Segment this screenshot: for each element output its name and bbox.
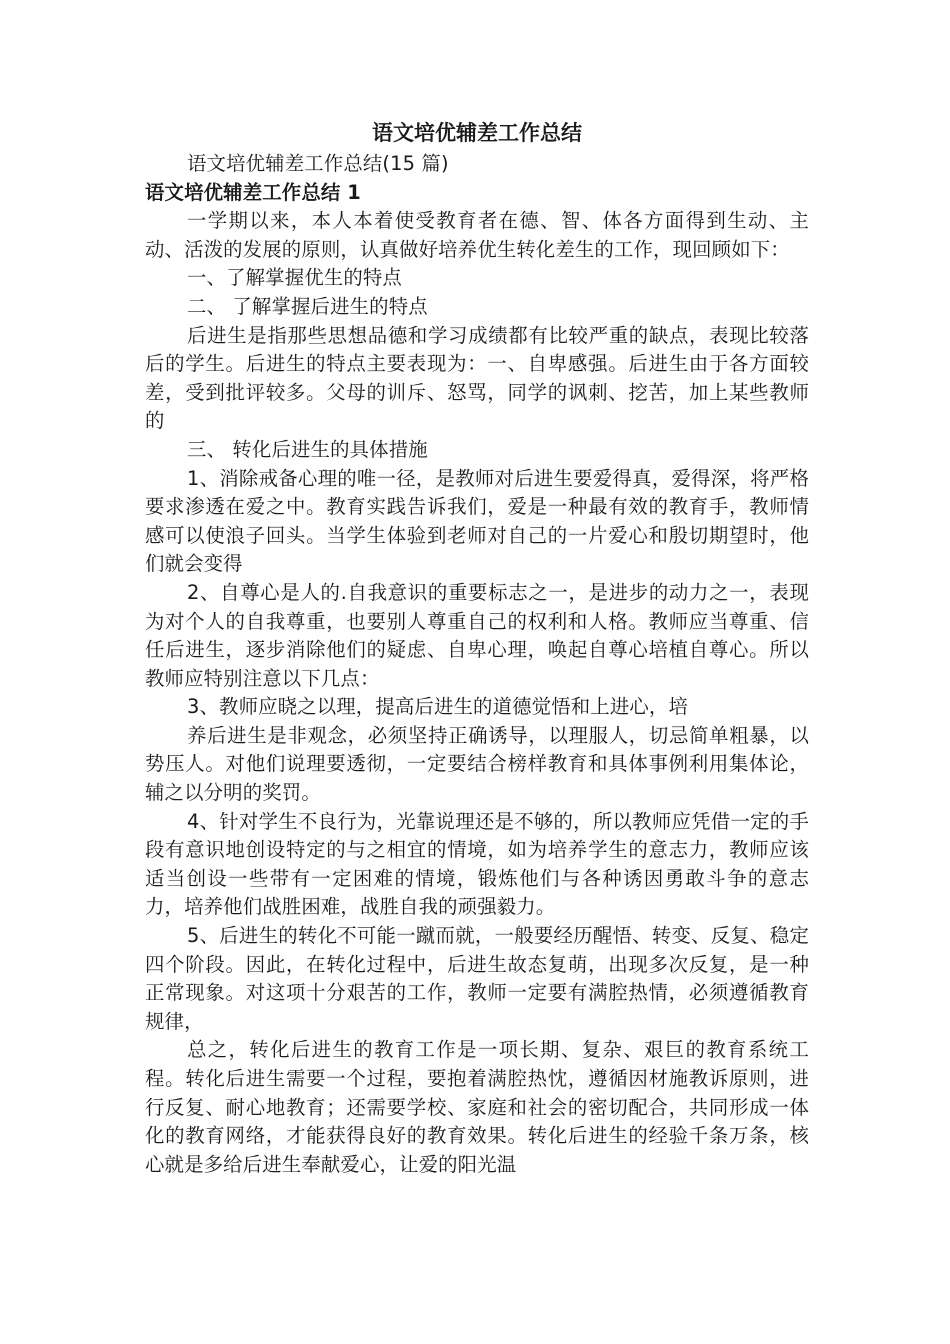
list-heading: 三、 转化后进生的具体措施: [187, 437, 428, 461]
body-paragraph: 一学期以来，本人本着使受教育者在德、智、体各方面得到生动、主动、活泼的发展的原则，认真做好培养优生转化差生的工作，现回顾如下：: [145, 209, 809, 261]
document-subtitle: 语文培优辅差工作总结(15 篇): [187, 152, 449, 175]
section-heading: 语文培优辅差工作总结 1: [145, 180, 361, 204]
document-title: 语文培优辅差工作总结: [372, 121, 582, 145]
body-paragraph: 后进生是指那些思想品德和学习成绩都有比较严重的缺点，表现比较落后的学生。后进生的特点主要表现为：一、自卑感强。后进生由于各方面较差，受到批评较多。父母的训斥、怒骂，同学的讽刺、挖苦，加上某些教师的: [145, 323, 809, 433]
body-paragraph: 养后进生是非观念，必须坚持正确诱导，以理服人，切忌简单粗暴，以势压人。对他们说理要透彻，一定要结合榜样教育和具体事例利用集体论，辅之以分明的奖罚。: [145, 723, 809, 805]
list-heading: 3、教师应晓之以理，提高后进生的道德觉悟和上进心，培: [187, 695, 689, 719]
body-paragraph: 5、后进生的转化不可能一蹴而就，一般要经历醒悟、转变、反复、稳定四个阶段。因此，在转化过程中，后进生故态复萌，出现多次反复，是一种正常现象。对这项十分艰苦的工作，教师一定要有满腔热情，必须遵循教育规律，: [145, 924, 809, 1033]
body-paragraph: 4、针对学生不良行为，光靠说理还是不够的，所以教师应凭借一定的手段有意识地创设特定的与之相宜的情境，如为培养学生的意志力，教师应该适当创设一些带有一定困难的情境，锻炼他们与各种诱因勇敢斗争的意志力，培养他们战胜困难，战胜自我的顽强毅力。: [145, 809, 809, 919]
body-paragraph: 总之，转化后进生的教育工作是一项长期、复杂、艰巨的教育系统工程。转化后进生需要一个过程，要抱着满腔热忱，遵循因材施教诉原则，进行反复、耐心地教育；还需要学校、家庭和社会的密切配合，共同形成一体化的教育网络，才能获得良好的教育效果。转化后进生的经验千条万条，核心就是多给后进生奉献爱心，让爱的阳光温: [145, 1038, 809, 1176]
list-heading: 二、 了解掌握后进生的特点: [187, 294, 428, 318]
section-content: [145, 207, 809, 1179]
body-paragraph: 2、自尊心是人的.自我意识的重要标志之一，是进步的动力之一，表现为对个人的自我尊重，也要别人尊重自己的权利和人格。教师应当尊重、信任后进生，逐步消除他们的疑虑、自卑心理，唤起自尊心培植自尊心。所以教师应特别注意以下几点：: [145, 580, 809, 690]
list-heading: 一、了解掌握优生的特点: [187, 266, 402, 290]
document-body: [145, 118, 809, 1179]
body-paragraph: 1、消除戒备心理的唯一径，是教师对后进生要爱得真，爱得深，将严格要求渗透在爱之中。教育实践告诉我们，爱是一种最有效的教育手，教师情感可以使浪子回头。当学生体验到老师对自己的一片爱心和殷切期望时，他们就会变得: [145, 466, 809, 576]
